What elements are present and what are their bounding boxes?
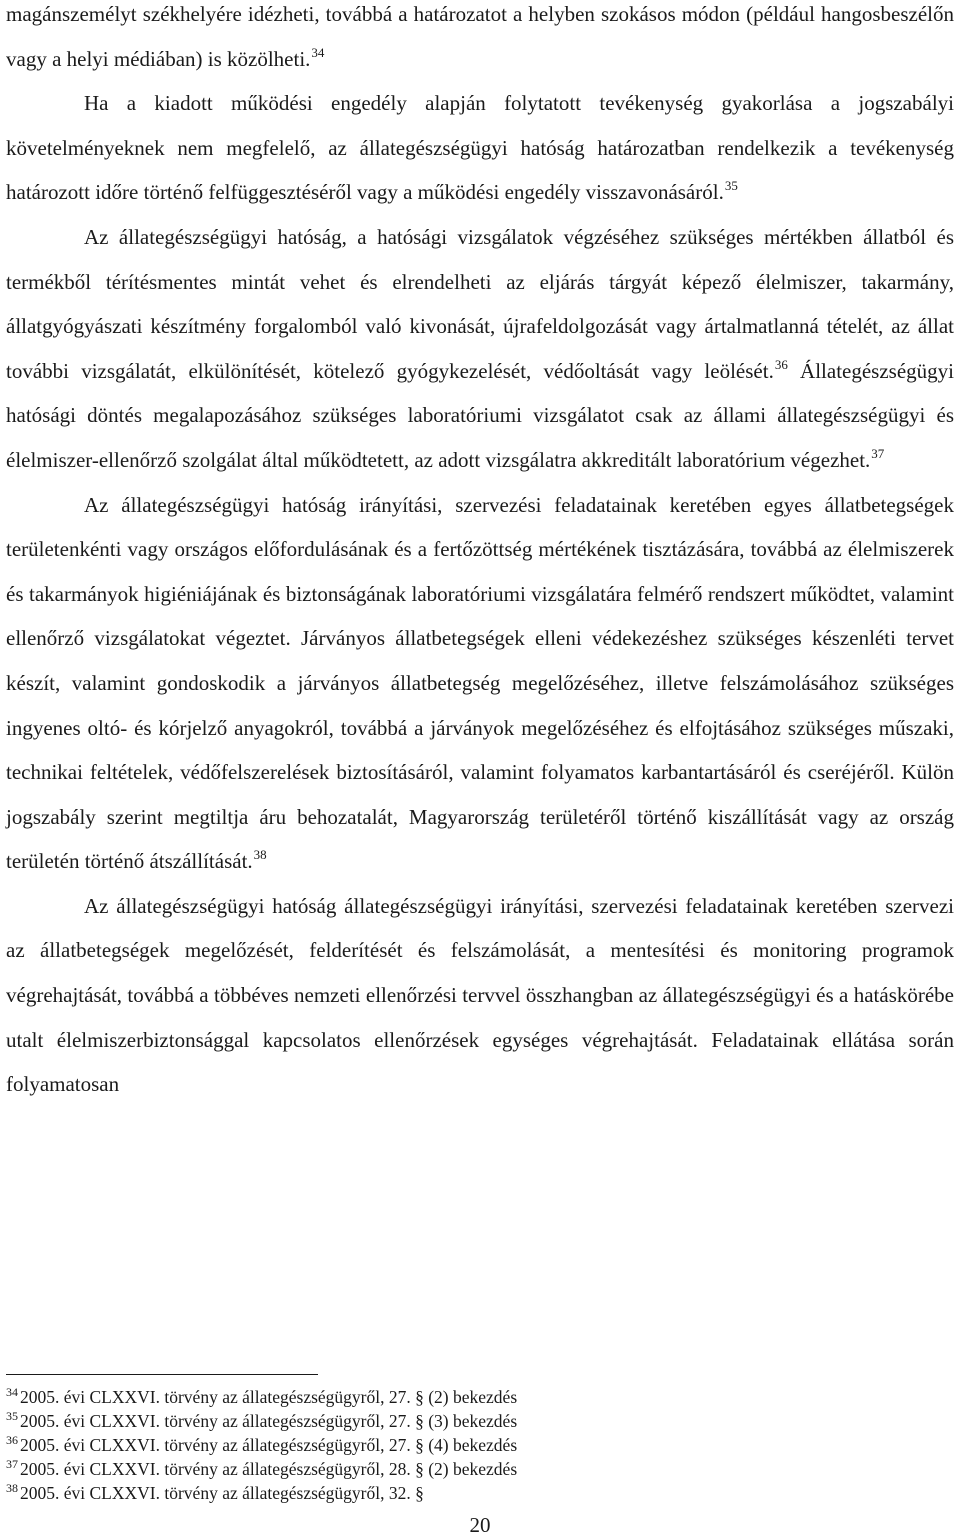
footnote-37 <box>6 1457 906 1481</box>
footnote-34 <box>6 1385 906 1409</box>
footnote-38 <box>6 1481 906 1505</box>
footnote-text: 2005. évi CLXXVI. törvény az állategészségügyről, 32. § <box>20 1483 424 1503</box>
footnote-35 <box>6 1409 906 1433</box>
footnote-ref-38: 38 <box>253 847 267 863</box>
footnote-number: 36 <box>6 1433 18 1447</box>
footnote-36 <box>6 1433 906 1457</box>
paragraph-5 <box>6 884 954 1107</box>
paragraph-text: Az állategészségügyi hatóság, a hatósági vizsgálatok végzéséhez szükséges mértékben állatból és termékből térítésmentes mintát vehet és elrendelheti az eljárás tárgyát képező élelmiszer, takarmány, állatgyógyászati készítmény forgalomból való kivonását, újrafeldolgozását vagy ártalmatlanná tételét, az állat további vizsgálatát, elkülönítését, kötelező gyógykezelését, védőoltását vagy leölését. <box>6 224 954 383</box>
footnote-ref-37: 37 <box>871 445 885 461</box>
footnote-ref-35: 35 <box>724 178 738 194</box>
footnote-ref-36: 36 <box>774 356 788 372</box>
footnote-text: 2005. évi CLXXVI. törvény az állategészségügyről, 28. § (2) bekezdés <box>20 1459 518 1479</box>
paragraph-3 <box>6 215 954 483</box>
footnote-separator <box>6 1374 318 1375</box>
footnote-text: 2005. évi CLXXVI. törvény az állategészségügyről, 27. § (2) bekezdés <box>20 1387 518 1407</box>
page-number: 20 <box>469 1513 491 1537</box>
footnote-number: 38 <box>6 1481 18 1495</box>
paragraph-text: Ha a kiadott működési engedély alapján folytatott tevékenység gyakorlása a jogszabályi követelményeknek nem megfelelő, az állategészségügyi hatóság határozatban rendelkezik a tevékenység határozott időre történő felfüggesztéséről vagy a működési engedély visszavonásáról. <box>6 91 954 205</box>
footnote-number: 37 <box>6 1457 18 1471</box>
footnote-text: 2005. évi CLXXVI. törvény az állategészségügyről, 27. § (3) bekezdés <box>20 1411 518 1431</box>
paragraph-2 <box>6 81 954 215</box>
paragraph-text: Az állategészségügyi hatóság állategészségügyi irányítási, szervezési feladatainak keretében szervezi az állatbetegségek megelőzését, felderítését és felszámolását, a mentesítési és monitoring programok végrehajtását, továbbá a többéves nemzeti ellenőrzési tervvel összhangban az állategészségügyi és a hatáskörébe utalt élelmiszerbiztonsággal kapcsolatos ellenőrzések egységes végrehajtását. Feladatainak ellátása során folyamatosan <box>6 893 954 1097</box>
paragraph-text-continued: Állategészségügyi hatósági döntés megalapozásához szükséges laboratóriumi vizsgálatot csak az állami állategészségügyi és élelmiszer-ellenőrző szolgálat által működtetett, az adott vizsgálatra akkreditált laboratórium végezhet. <box>6 358 955 472</box>
document-page <box>6 0 954 1107</box>
footnote-text: 2005. évi CLXXVI. törvény az állategészségügyről, 27. § (4) bekezdés <box>20 1435 518 1455</box>
paragraph-text: Az állategészségügyi hatóság irányítási, szervezési feladatainak keretében egyes állatbetegségek területenkénti vagy országos előfordulásának és a fertőzöttség mértékének tisztázására, továbbá az élelmiszerek és takarmányok higiéniájának és biztonságának laboratóriumi vizsgálatára felmérő rendszert működtet, valamint ellenőrző vizsgálatokat végeztet. Járványos állatbetegségek elleni védekezéshez szükséges készenléti tervet készít, valamint gondoskodik a járványos állatbetegség megelőzéséhez, illetve felszámolásához szükséges ingyenes oltó- és kórjelző anyagokról, továbbá a járványok megelőzéséhez és elfojtásához szükséges műszaki, technikai feltételek, védőfelszerelések biztosításáról, valamint folyamatos karbantartásáról és cseréjéről. Külön jogszabály szerint megtiltja áru behozatalát, Magyarország területéről történő kiszállítását vagy az ország területén történő átszállítását. <box>6 492 954 874</box>
paragraph-1 <box>6 0 954 81</box>
paragraph-text: magánszemélyt székhelyére idézheti, továbbá a határozatot a helyben szokásos módon (például hangosbeszélőn vagy a helyi médiában) is közölheti. <box>6 2 954 71</box>
paragraph-4 <box>6 483 954 884</box>
footnote-number: 35 <box>6 1409 18 1423</box>
footnotes <box>6 1385 906 1505</box>
footnote-number: 34 <box>6 1385 18 1399</box>
footnote-ref-34: 34 <box>311 44 325 60</box>
